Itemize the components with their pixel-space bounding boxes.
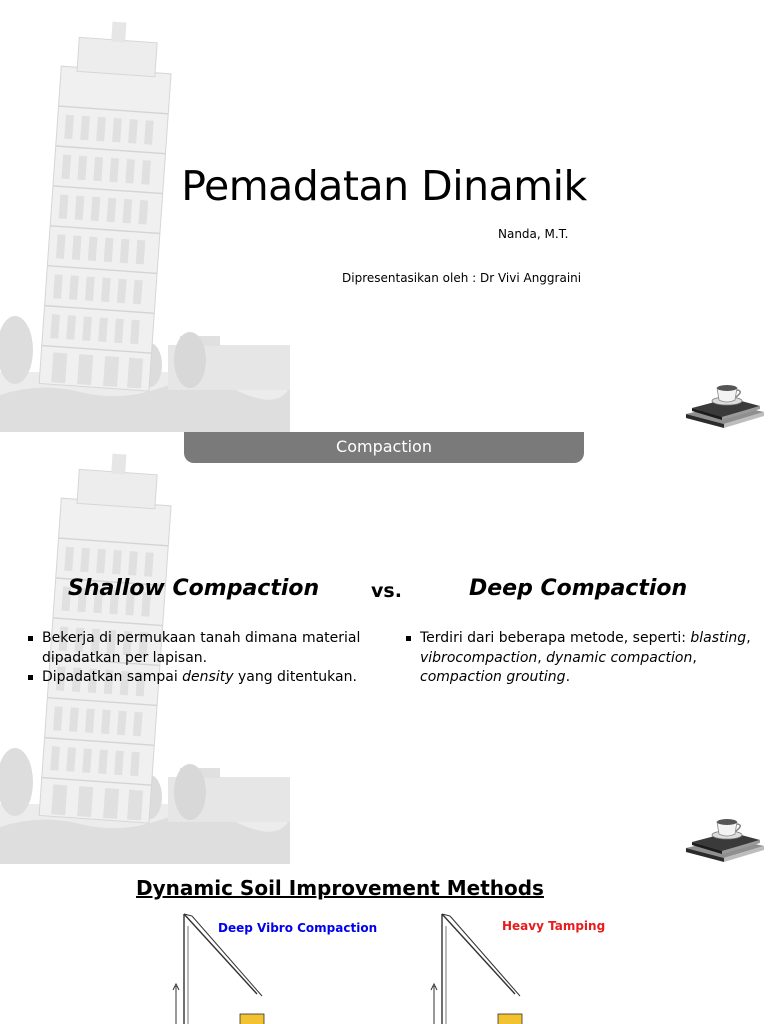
leaning-tower-background [0,0,290,432]
method-label-deep-vibro: Deep Vibro Compaction [218,921,378,935]
method-label-heavy-tamping: Heavy Tamping [502,919,606,933]
methods-title: Dynamic Soil Improvement Methods [136,876,544,900]
list-item: Dipadatkan sampai density yang ditentukan. [24,668,374,688]
coffee-cup-on-books-icon [678,812,768,864]
page-title: Pemadatan Dinamik [181,162,587,210]
list-item: Terdiri dari beberapa metode, seperti: blasting, vibrocompaction, dynamic compaction, compaction grouting. [402,629,762,688]
methods-slide [0,866,768,1024]
list-item: Bekerja di permukaan tanah dimana material dipadatkan per lapisan. [24,629,374,668]
author-name: Nanda, M.T. [498,227,569,241]
coffee-cup-on-books-icon [678,378,768,430]
deep-bullet-list [402,629,762,688]
shallow-compaction-heading: Shallow Compaction [68,576,320,601]
compaction-slide [0,432,768,866]
deep-compaction-heading: Deep Compaction [469,576,688,601]
shallow-bullet-list [24,629,374,688]
versus-label: vs. [371,580,402,602]
presenter-line: Dipresentasikan oleh : Dr Vivi Anggraini [342,271,582,285]
section-banner: Compaction [184,432,584,463]
title-slide [0,0,768,432]
